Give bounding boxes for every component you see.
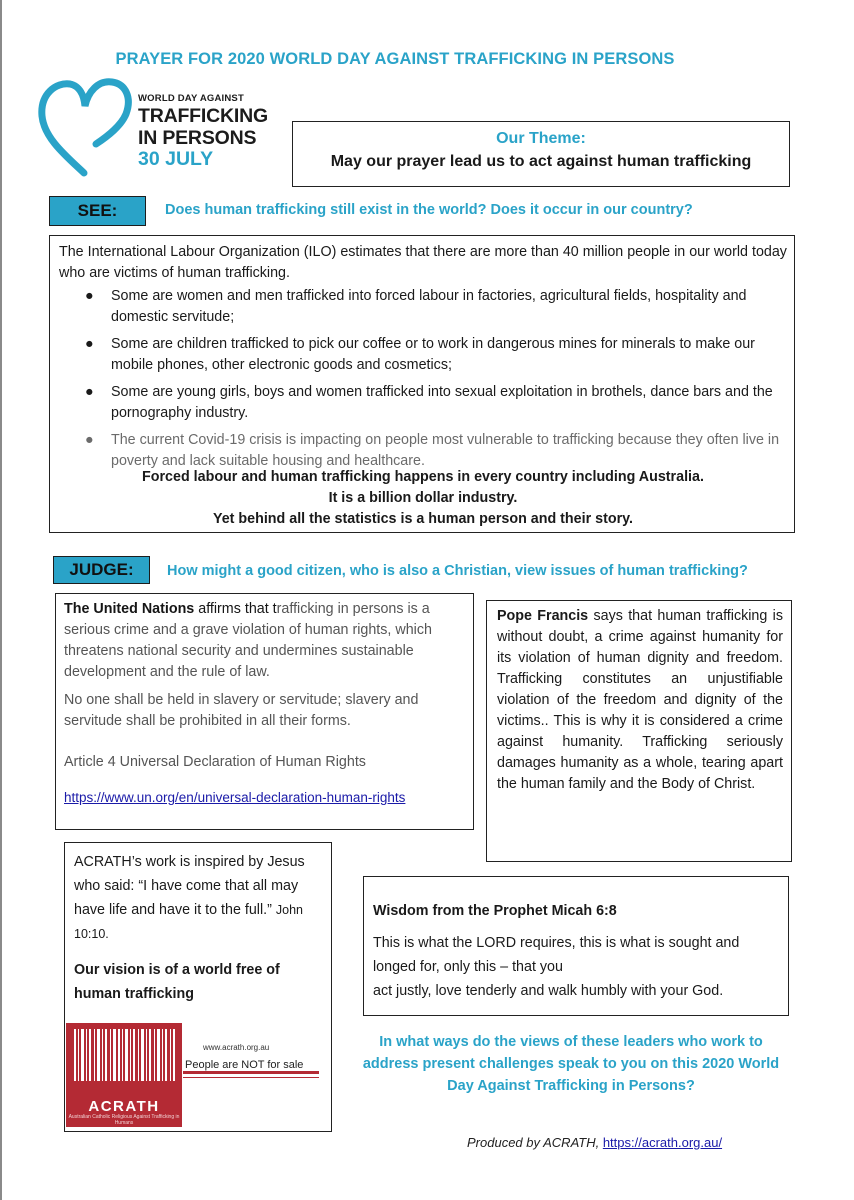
- footer-credit: [467, 1135, 722, 1150]
- event-logo: [138, 94, 268, 169]
- udhr-link[interactable]: https://www.un.org/en/universal-declaration-human-rights: [64, 790, 406, 805]
- logo-line-1: WORLD DAY AGAINST: [138, 93, 244, 104]
- acrath-logo-name: ACRATH: [88, 1098, 160, 1115]
- see-intro: The International Labour Organization (ILO) estimates that there are more than 40 million people in our world today who are victims of human trafficking.: [59, 244, 787, 281]
- micah-line-2: act justly, love tenderly and walk humbly with your God.: [373, 983, 724, 999]
- footer-produced: Produced by ACRATH,: [467, 1135, 603, 1150]
- judge-tag: JUDGE:: [53, 556, 150, 584]
- theme-label: Our Theme:: [496, 130, 586, 147]
- un-box: [55, 593, 474, 830]
- bullet-icon: ●: [85, 432, 94, 448]
- acrath-slogan: People are NOT for sale: [185, 1059, 304, 1071]
- list-item: ● Some are children trafficked to pick our coffee or to work in dangerous mines for minerals to make our mobile phones, other electronic goods and cosmetics;: [85, 336, 755, 373]
- un-source: Article 4 Universal Declaration of Human Rights: [64, 754, 366, 770]
- theme-text: May our prayer lead us to act against human trafficking: [330, 153, 752, 170]
- pope-lead: Pope Francis: [497, 608, 589, 624]
- bullet-icon: ●: [85, 288, 94, 304]
- acrath-ref: John 10:10.: [74, 903, 303, 941]
- pope-box: [486, 600, 792, 862]
- reflection-question: In what ways do the views of these leaders who work to address present challenges speak to you on this 2020 World Day Against Trafficking in Persons?: [362, 1034, 780, 1094]
- barcode-icon: [72, 1029, 176, 1081]
- acrath-box: [64, 842, 332, 1132]
- see-box: [49, 235, 795, 533]
- un-lead: The United Nations: [64, 601, 195, 617]
- heart-icon: [36, 76, 132, 180]
- acrath-quote: ACRATH’s work is inspired by Jesus who said: “I have come that all may have life and have it to the full.”: [74, 854, 305, 918]
- bullet-icon: ●: [85, 384, 94, 400]
- list-item: ● Some are young girls, boys and women trafficked into sexual exploitation in brothels, dance bars and the pornography industry.: [85, 384, 773, 421]
- logo-line-2: TRAFFICKING: [138, 104, 268, 127]
- un-text: rafficking in persons is a serious crime and a grave violation of human rights, which threatens national security and undermines sustainable development and the rule of law.: [64, 601, 432, 680]
- see-bold-line-2: It is a billion dollar industry.: [328, 490, 518, 506]
- acrath-logo: [66, 1023, 182, 1127]
- acrath-logo-sub: Australian Catholic Religious Against Trafficking in Humans: [68, 1114, 180, 1126]
- micah-title: Wisdom from the Prophet Micah 6:8: [373, 903, 617, 919]
- un-affirms: affirms that t: [194, 601, 277, 617]
- acrath-link[interactable]: https://acrath.org.au/: [602, 1135, 723, 1150]
- list-item: ● The current Covid-19 crisis is impacting on people most vulnerable to trafficking because they often live in poverty and lack suitable housing and healthcare.: [85, 432, 780, 469]
- un-statement: [64, 599, 469, 683]
- divider: [183, 1071, 319, 1074]
- acrath-vision: Our vision is of a world free of human trafficking: [74, 962, 280, 1002]
- pope-text: [497, 606, 783, 795]
- see-bold-line-1: Forced labour and human trafficking happens in every country including Australia.: [142, 469, 704, 485]
- logo-line-3: IN PERSONS: [138, 127, 257, 149]
- acrath-url: www.acrath.org.au: [203, 1043, 270, 1052]
- micah-text: [373, 931, 781, 1003]
- acrath-text: [74, 850, 320, 946]
- un-quote: No one shall be held in slavery or servitude; slavery and servitude shall be prohibited in all their forms.: [64, 692, 419, 729]
- page-title: PRAYER FOR 2020 WORLD DAY AGAINST TRAFFICKING IN PERSONS: [115, 50, 675, 68]
- theme-box: [292, 121, 790, 187]
- divider: [183, 1077, 319, 1078]
- micah-box: [363, 876, 789, 1016]
- bullet-icon: ●: [85, 336, 94, 352]
- micah-line-1: This is what the LORD requires, this is what is sought and longed for, only this – that you: [373, 935, 740, 975]
- pope-body: says that human trafficking is without doubt, a crime against humanity for its violation of human dignity and freedom. Trafficking constitutes an unjustifiable violation of the freedom and dignity of the victims.. This is why it is considered a crime against humanity. Trafficking seriously damages humanity as a whole, tearing apart the human family and the Body of Christ.: [497, 608, 783, 792]
- page-edge: [0, 0, 2, 1200]
- see-question: Does human trafficking still exist in the world? Does it occur in our country?: [165, 202, 693, 218]
- list-item: ● Some are women and men trafficked into forced labour in factories, agricultural fields, hospitality and domestic servitude;: [85, 288, 747, 325]
- see-bullet-list: [83, 286, 793, 478]
- judge-question: How might a good citizen, who is also a Christian, view issues of human trafficking?: [167, 563, 748, 579]
- see-bold-line-3: Yet behind all the statistics is a human person and their story.: [212, 511, 633, 527]
- see-tag: SEE:: [49, 196, 146, 226]
- logo-date: 30 JULY: [138, 147, 214, 170]
